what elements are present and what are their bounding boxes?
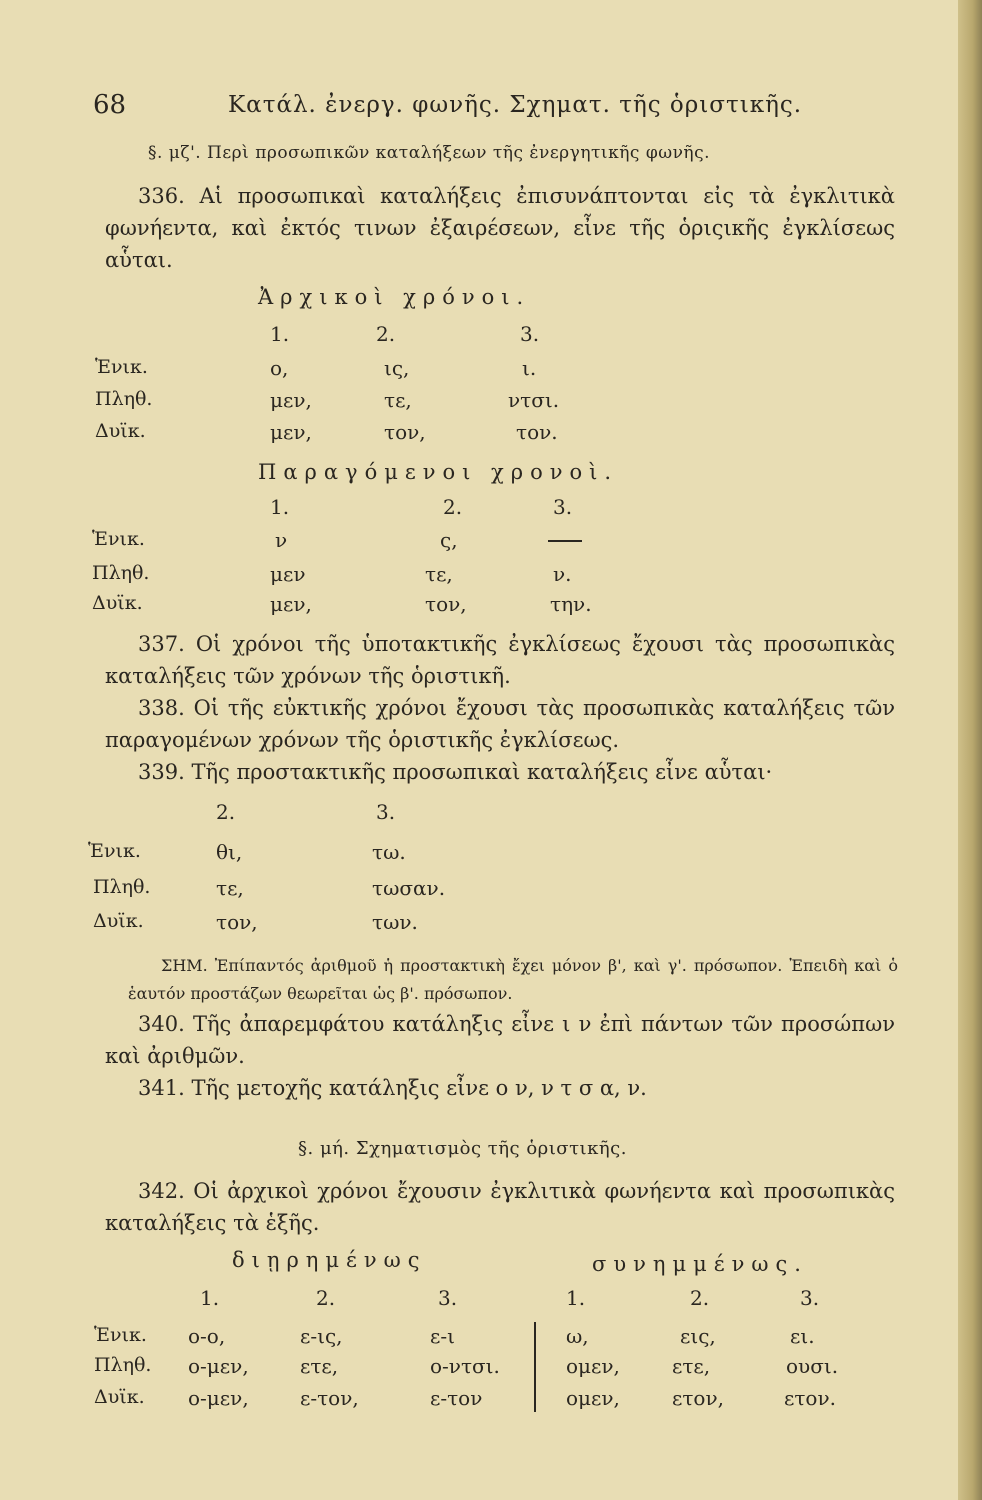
table4-divider: [534, 1322, 536, 1412]
table4-cell: ετον.: [784, 1386, 836, 1410]
table3-cell: τω.: [372, 840, 406, 864]
table1-cell: μεν,: [270, 388, 312, 412]
paragraph-number: 336.: [138, 184, 185, 208]
table4-head-right: συνημμένως.: [592, 1252, 808, 1276]
table2-col-3: 3.: [553, 495, 573, 519]
paragraph-number: 339.: [138, 760, 185, 784]
section-heading-2: §. μή. Σχηματισμὸς τῆς ὁριστικῆς.: [298, 1138, 627, 1159]
table4-cell: ουσι.: [786, 1354, 839, 1378]
table3-cell: τωσαν.: [372, 876, 446, 900]
paragraph-text: Οἱ τῆς εὐκτικῆς χρόνοι ἔχουσι τὰς προσωπικὰς καταλήξεις τῶν παραγομένων χρόνων τῆς ὁριστικῆς ἐγκλίσεως.: [105, 696, 895, 752]
table4-cell: εις,: [680, 1324, 716, 1348]
table4-cell: ετε,: [300, 1354, 339, 1378]
paragraph-number: 340.: [138, 1012, 185, 1036]
page-number: 68: [93, 90, 127, 120]
paragraph-text: Οἱ χρόνοι τῆς ὑποτακτικῆς ἐγκλίσεως ἔχουσι τὰς προσωπικὰς καταλήξεις τῶν χρόνων τῆς ὁριστικῆ.: [105, 632, 895, 688]
table1-row-label: Πληθ.: [95, 388, 153, 410]
table2-cell: τον,: [425, 592, 467, 616]
paragraph-342: [105, 1175, 895, 1239]
table1-row-label: Ἑνικ.: [95, 356, 148, 378]
table1-cell: ις,: [384, 356, 410, 380]
table3-cell: τον,: [216, 910, 258, 934]
table3-cell: των.: [372, 910, 418, 934]
table3-cell: τε,: [216, 876, 244, 900]
table1-col-2: 2.: [376, 322, 396, 346]
table4-cell: ο-μεν,: [188, 1354, 249, 1378]
table4-cell: ο-ντσι.: [430, 1354, 500, 1378]
table2-cell: ν.: [553, 562, 572, 586]
paragraph-336: [105, 180, 895, 276]
table4-col: 3.: [800, 1286, 820, 1310]
paragraph-text: Οἱ ἀρχικοὶ χρόνοι ἔχουσιν ἐγκλιτικὰ φωνήεντα καὶ προσωπικὰς καταλήξεις τὰ ἑξῆς.: [105, 1179, 895, 1235]
table4-cell: ε-ι: [430, 1324, 455, 1348]
table3-row-label: Πληθ.: [93, 876, 151, 898]
table2-row-label: Ἑνικ.: [92, 528, 145, 550]
table2-row-label: Πληθ.: [92, 562, 150, 584]
section-heading-1: §. μζ'. Περὶ προσωπικῶν καταλήξεων τῆς ἐνεργητικῆς φωνῆς.: [148, 143, 711, 163]
table4-row-label: Πληθ.: [94, 1354, 152, 1376]
table4-cell: ομεν,: [566, 1354, 620, 1378]
table4-cell: ω,: [566, 1324, 589, 1348]
table1-cell: τον.: [516, 420, 558, 444]
paragraph-340: [105, 1008, 895, 1072]
note: ΣΗΜ. Ἐπίπαντός ἀριθμοῦ ἡ προστακτικὴ ἔχει μόνον β', καὶ γ'. πρόσωπον. Ἐπειδὴ καὶ ὁ ἑαυτόν προστάζων θεωρεῖται ὡς β'. πρόσωπον.: [128, 956, 898, 1003]
paragraph-number: 337.: [138, 632, 185, 656]
table3-col-2: 2.: [216, 800, 236, 824]
table2-title: Παραγόμενοι χρονοὶ.: [258, 460, 619, 484]
table1-cell: τε,: [384, 388, 412, 412]
empty-cell-dash: [548, 540, 582, 542]
table4-col: 1.: [200, 1286, 220, 1310]
table1-cell: μεν,: [270, 420, 312, 444]
table3-row-label: Ἑνικ.: [88, 840, 141, 862]
table1-cell: ντσι.: [508, 388, 560, 412]
table1-cell: ο,: [270, 356, 289, 380]
table4-cell: ο-μεν,: [188, 1386, 249, 1410]
paragraph-339: [105, 756, 895, 788]
paragraph-text: Αἱ προσωπικαὶ καταλήξεις ἐπισυνάπτονται εἰς τὰ ἐγκλιτικὰ φωνήεντα, καὶ ἐκτός τινων ἐξαιρέσεων, εἶνε τῆς ὁριςικῆς ἐγκλίσεως αὗται.: [105, 184, 895, 272]
table4-col: 2.: [690, 1286, 710, 1310]
table4-cell: ετον,: [672, 1386, 724, 1410]
paragraph-text: Τῆς προστακτικῆς προσωπικαὶ καταλήξεις εἶνε αὗται·: [191, 760, 773, 784]
table3-row-label: Δυϊκ.: [93, 910, 144, 932]
table2-row-label: Δυϊκ.: [92, 592, 143, 614]
paragraph-number: 341.: [138, 1076, 185, 1100]
table2-cell: μεν,: [270, 592, 312, 616]
table4-col: 1.: [566, 1286, 586, 1310]
paragraph-text: Τῆς μετοχῆς κατάληξις εἶνε ο ν, ν τ σ α, ν.: [191, 1076, 647, 1100]
table1-col-1: 1.: [270, 322, 290, 346]
table2-col-1: 1.: [270, 495, 290, 519]
table1-cell: τον,: [384, 420, 426, 444]
table2-cell: μεν: [270, 562, 306, 586]
paragraph-341: [105, 1072, 895, 1104]
table1-row-label: Δυϊκ.: [95, 420, 146, 442]
table4-row-label: Ἑνικ.: [94, 1324, 147, 1346]
table2-col-2: 2.: [443, 495, 463, 519]
paragraph-337: [105, 628, 895, 692]
page-header: [93, 90, 913, 134]
table4-cell: ε-ις,: [300, 1324, 343, 1348]
table1-title: Ἀρχικοὶ χρόνοι.: [258, 285, 531, 309]
table2-cell: τε,: [425, 562, 453, 586]
paragraph-338: [105, 692, 895, 756]
running-title: Κατάλ. ἐνεργ. φωνῆς. Σχηματ. τῆς ὁριστικῆς.: [228, 92, 803, 118]
paragraph-number: 342.: [138, 1179, 185, 1203]
table4-col: 2.: [316, 1286, 336, 1310]
table4-cell: ο-ο,: [188, 1324, 226, 1348]
paragraph-text: Τῆς ἀπαρεμφάτου κατάληξις εἶνε ι ν ἐπὶ πάντων τῶν προσώπων καὶ ἀριθμῶν.: [105, 1012, 895, 1068]
table4-row-label: Δυϊκ.: [94, 1386, 145, 1408]
table3-cell: θι,: [216, 840, 243, 864]
table4-head-left: διῃρημένως: [232, 1248, 427, 1272]
table2-cell: ς,: [440, 528, 458, 552]
table4-cell: ομεν,: [566, 1386, 620, 1410]
table4-cell: ε-τον: [430, 1386, 483, 1410]
table4-cell: ει.: [790, 1324, 815, 1348]
table2-cell: την.: [550, 592, 592, 616]
table3-col-3: 3.: [376, 800, 396, 824]
table4-col: 3.: [438, 1286, 458, 1310]
table2-cell: ν: [275, 528, 288, 552]
paragraph-number: 338.: [138, 696, 185, 720]
table1-cell: ι.: [522, 356, 537, 380]
table4-cell: ετε,: [672, 1354, 711, 1378]
table1-col-3: 3.: [520, 322, 540, 346]
page-edge: [958, 0, 982, 1500]
table4-cell: ε-τον,: [300, 1386, 359, 1410]
